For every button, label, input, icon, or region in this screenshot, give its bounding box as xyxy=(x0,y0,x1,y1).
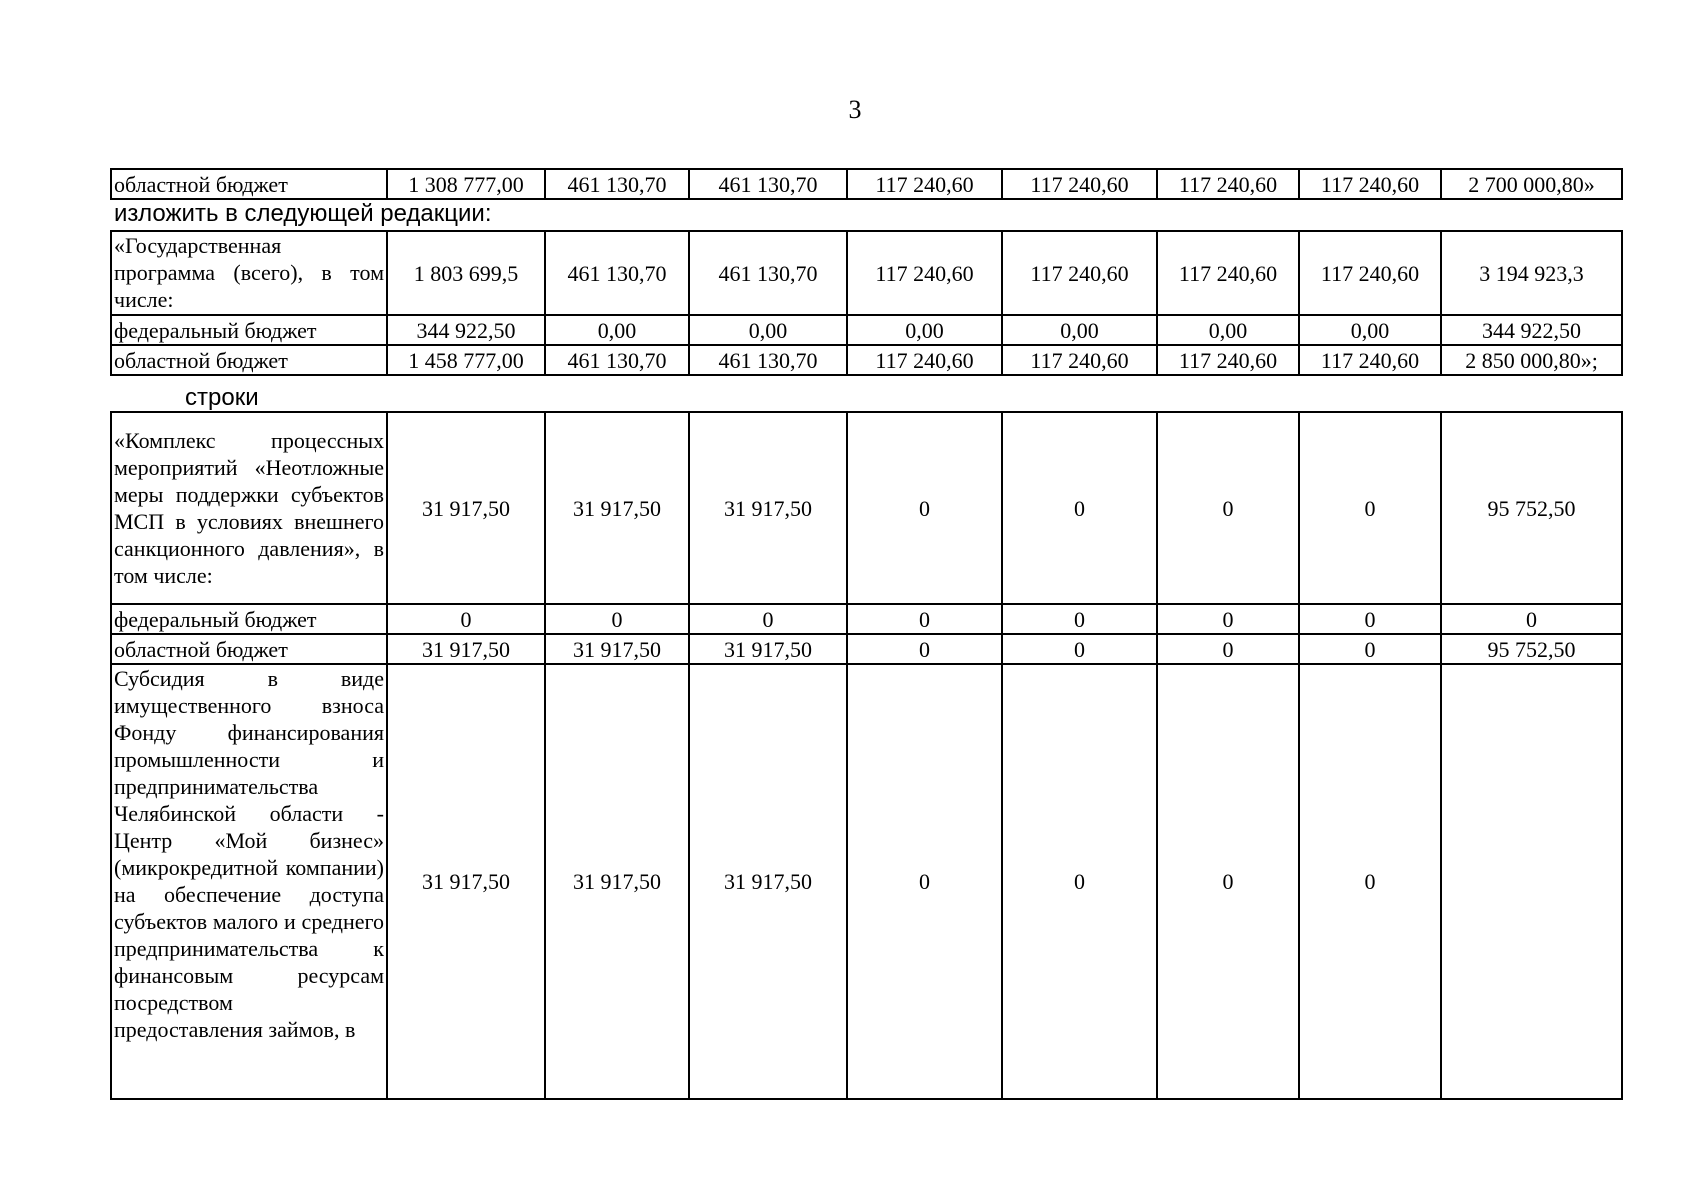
cell-value: 0 xyxy=(1002,664,1157,1099)
table-row xyxy=(111,231,1622,315)
cell-value: 117 240,60 xyxy=(1002,345,1157,375)
cell-value: 0 xyxy=(1157,604,1299,634)
cell-value: 31 917,50 xyxy=(387,664,545,1099)
cell-value: 117 240,60 xyxy=(1299,169,1441,199)
table-row xyxy=(111,315,1622,345)
cell-value: 0 xyxy=(847,634,1002,664)
row-label: областной бюджет xyxy=(111,634,387,664)
cell-value: 117 240,60 xyxy=(1002,231,1157,315)
cell-value: 0 xyxy=(689,604,847,634)
table-row xyxy=(111,664,1622,1099)
cell-value: 0 xyxy=(1157,412,1299,604)
cell-value: 0,00 xyxy=(1157,315,1299,345)
table-row xyxy=(111,634,1622,664)
page-number: 3 xyxy=(848,95,862,124)
cell-value: 1 803 699,5 xyxy=(387,231,545,315)
cell-value: 0 xyxy=(1157,634,1299,664)
cell-value: 117 240,60 xyxy=(1157,345,1299,375)
cell-value: 117 240,60 xyxy=(1157,231,1299,315)
cell-value: 1 308 777,00 xyxy=(387,169,545,199)
cell-value: 117 240,60 xyxy=(847,231,1002,315)
cell-value: 344 922,50 xyxy=(1441,315,1622,345)
table-row xyxy=(111,345,1622,375)
row-label: «Государственная программа (всего), в том числе: xyxy=(111,231,387,315)
cell-value: 31 917,50 xyxy=(387,412,545,604)
budget-table-lines xyxy=(110,411,1623,1100)
cell-value: 117 240,60 xyxy=(1299,345,1441,375)
cell-value: 0 xyxy=(1002,634,1157,664)
table-row xyxy=(111,169,1622,199)
section-caption: строки xyxy=(185,384,259,411)
cell-value: 2 700 000,80» xyxy=(1441,169,1622,199)
cell-value: 117 240,60 xyxy=(1002,169,1157,199)
cell-value: 95 752,50 xyxy=(1441,412,1622,604)
cell-value: 31 917,50 xyxy=(545,664,689,1099)
cell-value: 344 922,50 xyxy=(387,315,545,345)
cell-value: 0 xyxy=(1299,664,1441,1099)
cell-value: 95 752,50 xyxy=(1441,634,1622,664)
cell-value: 117 240,60 xyxy=(847,169,1002,199)
cell-value: 0,00 xyxy=(847,315,1002,345)
cell-value: 31 917,50 xyxy=(545,412,689,604)
cell-value: 117 240,60 xyxy=(1299,231,1441,315)
cell-value: 0 xyxy=(1002,412,1157,604)
cell-value: 0 xyxy=(847,604,1002,634)
cell-value: 31 917,50 xyxy=(689,664,847,1099)
cell-value: 1 458 777,00 xyxy=(387,345,545,375)
cell-value: 0,00 xyxy=(689,315,847,345)
cell-value: 461 130,70 xyxy=(545,169,689,199)
cell-value: 0,00 xyxy=(1299,315,1441,345)
cell-value: 0 xyxy=(1441,604,1622,634)
cell-value: 117 240,60 xyxy=(847,345,1002,375)
cell-value: 0 xyxy=(545,604,689,634)
cell-value: 461 130,70 xyxy=(545,231,689,315)
cell-value: 461 130,70 xyxy=(689,169,847,199)
row-label: «Комплекс процессных мероприятий «Неотложные меры поддержки субъектов МСП в условиях внешнего санкционного давления», в том числе: xyxy=(111,412,387,604)
cell-value: 31 917,50 xyxy=(689,634,847,664)
row-label: федеральный бюджет xyxy=(111,315,387,345)
budget-table-new-edition xyxy=(110,230,1623,376)
cell-value: 31 917,50 xyxy=(387,634,545,664)
cell-value: 0,00 xyxy=(1002,315,1157,345)
cell-value: 0,00 xyxy=(545,315,689,345)
row-label: Субсидия в виде имущественного взноса Фонду финансирования промышленности и предпринимательства Челябинской области - Центр «Мой бизнес» (микрокредитной компании) на обеспечение доступа субъектов малого и среднего предпринимательства к финансовым ресурсам посредством предоставления займов, в xyxy=(111,664,387,1099)
cell-value: 31 917,50 xyxy=(689,412,847,604)
cell-value: 0 xyxy=(847,412,1002,604)
cell-value: 461 130,70 xyxy=(689,231,847,315)
cell-value: 0 xyxy=(1299,634,1441,664)
cell-value: 3 194 923,3 xyxy=(1441,231,1622,315)
instruction-caption: изложить в следующей редакции: xyxy=(114,200,492,227)
cell-value: 461 130,70 xyxy=(545,345,689,375)
cell-value: 0 xyxy=(1299,412,1441,604)
cell-value: 0 xyxy=(1157,664,1299,1099)
row-label: областной бюджет xyxy=(111,169,387,199)
cell-value xyxy=(1441,664,1622,1099)
cell-value: 2 850 000,80»; xyxy=(1441,345,1622,375)
cell-value: 461 130,70 xyxy=(689,345,847,375)
cell-value: 0 xyxy=(1002,604,1157,634)
table-row xyxy=(111,604,1622,634)
row-label: федеральный бюджет xyxy=(111,604,387,634)
row-label: областной бюджет xyxy=(111,345,387,375)
table-row xyxy=(111,412,1622,604)
cell-value: 0 xyxy=(387,604,545,634)
cell-value: 117 240,60 xyxy=(1157,169,1299,199)
budget-table-original xyxy=(110,168,1623,200)
cell-value: 0 xyxy=(1299,604,1441,634)
cell-value: 0 xyxy=(847,664,1002,1099)
cell-value: 31 917,50 xyxy=(545,634,689,664)
